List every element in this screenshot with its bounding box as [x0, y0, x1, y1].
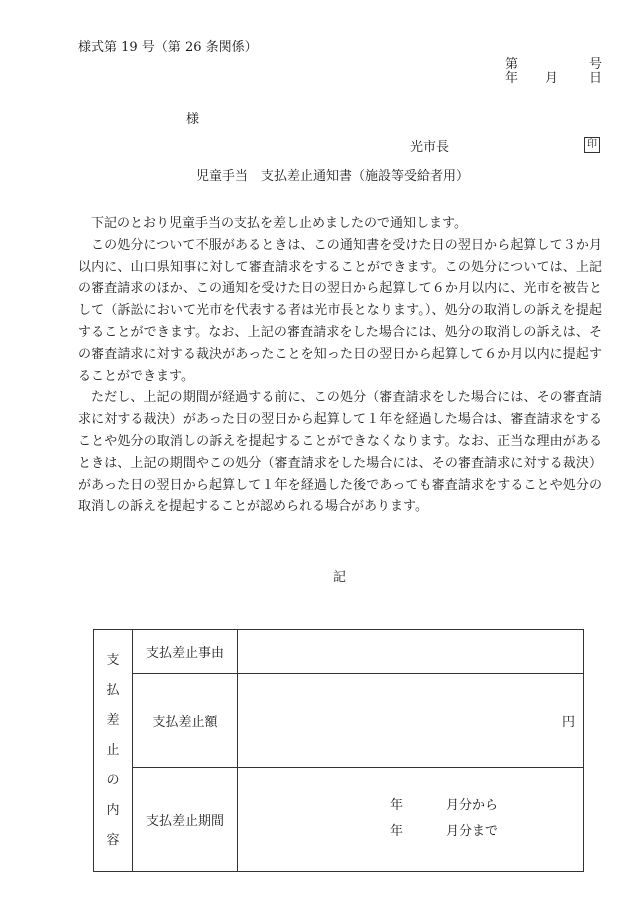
side-char: 内: [106, 802, 120, 818]
number-prefix: 第: [505, 57, 519, 72]
period-value: [238, 768, 584, 872]
number-suffix: 号: [589, 57, 603, 72]
date-year: 年: [505, 71, 519, 86]
issuer-name: 光市長: [410, 140, 450, 155]
period-from-year: 年: [390, 797, 404, 813]
notice-body: [78, 213, 602, 518]
side-char: 容: [106, 832, 120, 848]
seal-mark: 印: [584, 137, 600, 153]
date-day: 日: [589, 71, 603, 86]
period-to: [238, 820, 583, 846]
document-title: 児童手当 支払差止通知書（施設等受給者用）: [196, 169, 470, 184]
side-char: の: [106, 772, 120, 788]
side-char: 差: [106, 712, 120, 728]
side-char: 支: [106, 652, 120, 668]
amount-label: 支払差止額: [133, 674, 238, 768]
period-to-month: 月分まで: [446, 823, 499, 839]
reason-label: 支払差止事由: [133, 630, 238, 674]
side-char: 止: [106, 742, 120, 758]
period-from: [238, 794, 583, 820]
period-to-year: 年: [390, 823, 404, 839]
date-month: 月: [545, 71, 559, 86]
ki-heading: 記: [333, 570, 347, 585]
reason-value: [238, 630, 584, 674]
notice-paragraph: 下記のとおり児童手当の支払を差し止めましたので通知します。: [91, 216, 467, 231]
side-char: 払: [106, 682, 120, 698]
suspension-details-table: [93, 629, 584, 872]
side-label-cell: [94, 630, 133, 872]
notice-paragraph: ただし、上記の期間が経過する前に、この処分（審査請求をした場合には、その審査請求に対する裁決）があった日の翌日から起算して１年を経過した場合は、審査請求をすることや処分の取消しの訴えを提起することができなくなります。なお、正当な理由があるときは、上記の期間やこの処分（審査請求をした場合には、その審査請求に対する裁決）があった日の翌日から起算して１年を経過した後であっても審査請求をすることや処分の取消しの訴えを提起することが認められる場合があります。: [78, 390, 602, 515]
form-number: 様式第 19 号（第 26 条関係）: [78, 40, 258, 55]
period-label: 支払差止期間: [133, 768, 238, 872]
amount-unit: 円: [561, 715, 575, 730]
addressee-honorific: 様: [186, 112, 200, 127]
notice-paragraph: この処分について不服があるときは、この通知書を受けた日の翌日から起算して３か月以内に、山口県知事に対して審査請求をすることができます。この処分については、上記の審査請求のほか、この通知を受けた日の翌日から起算して６か月以内に、光市を被告として（訴訟において光市を代表する者は光市長となります。）、処分の取消しの訴えを提起することができます。なお、上記の審査請求をした場合には、処分の取消しの訴えは、その審査請求に対する裁決があったことを知った日の翌日から起算して６か月以内に提起することができます。: [78, 237, 602, 384]
amount-value: [238, 674, 584, 768]
period-from-month: 月分から: [446, 797, 499, 813]
